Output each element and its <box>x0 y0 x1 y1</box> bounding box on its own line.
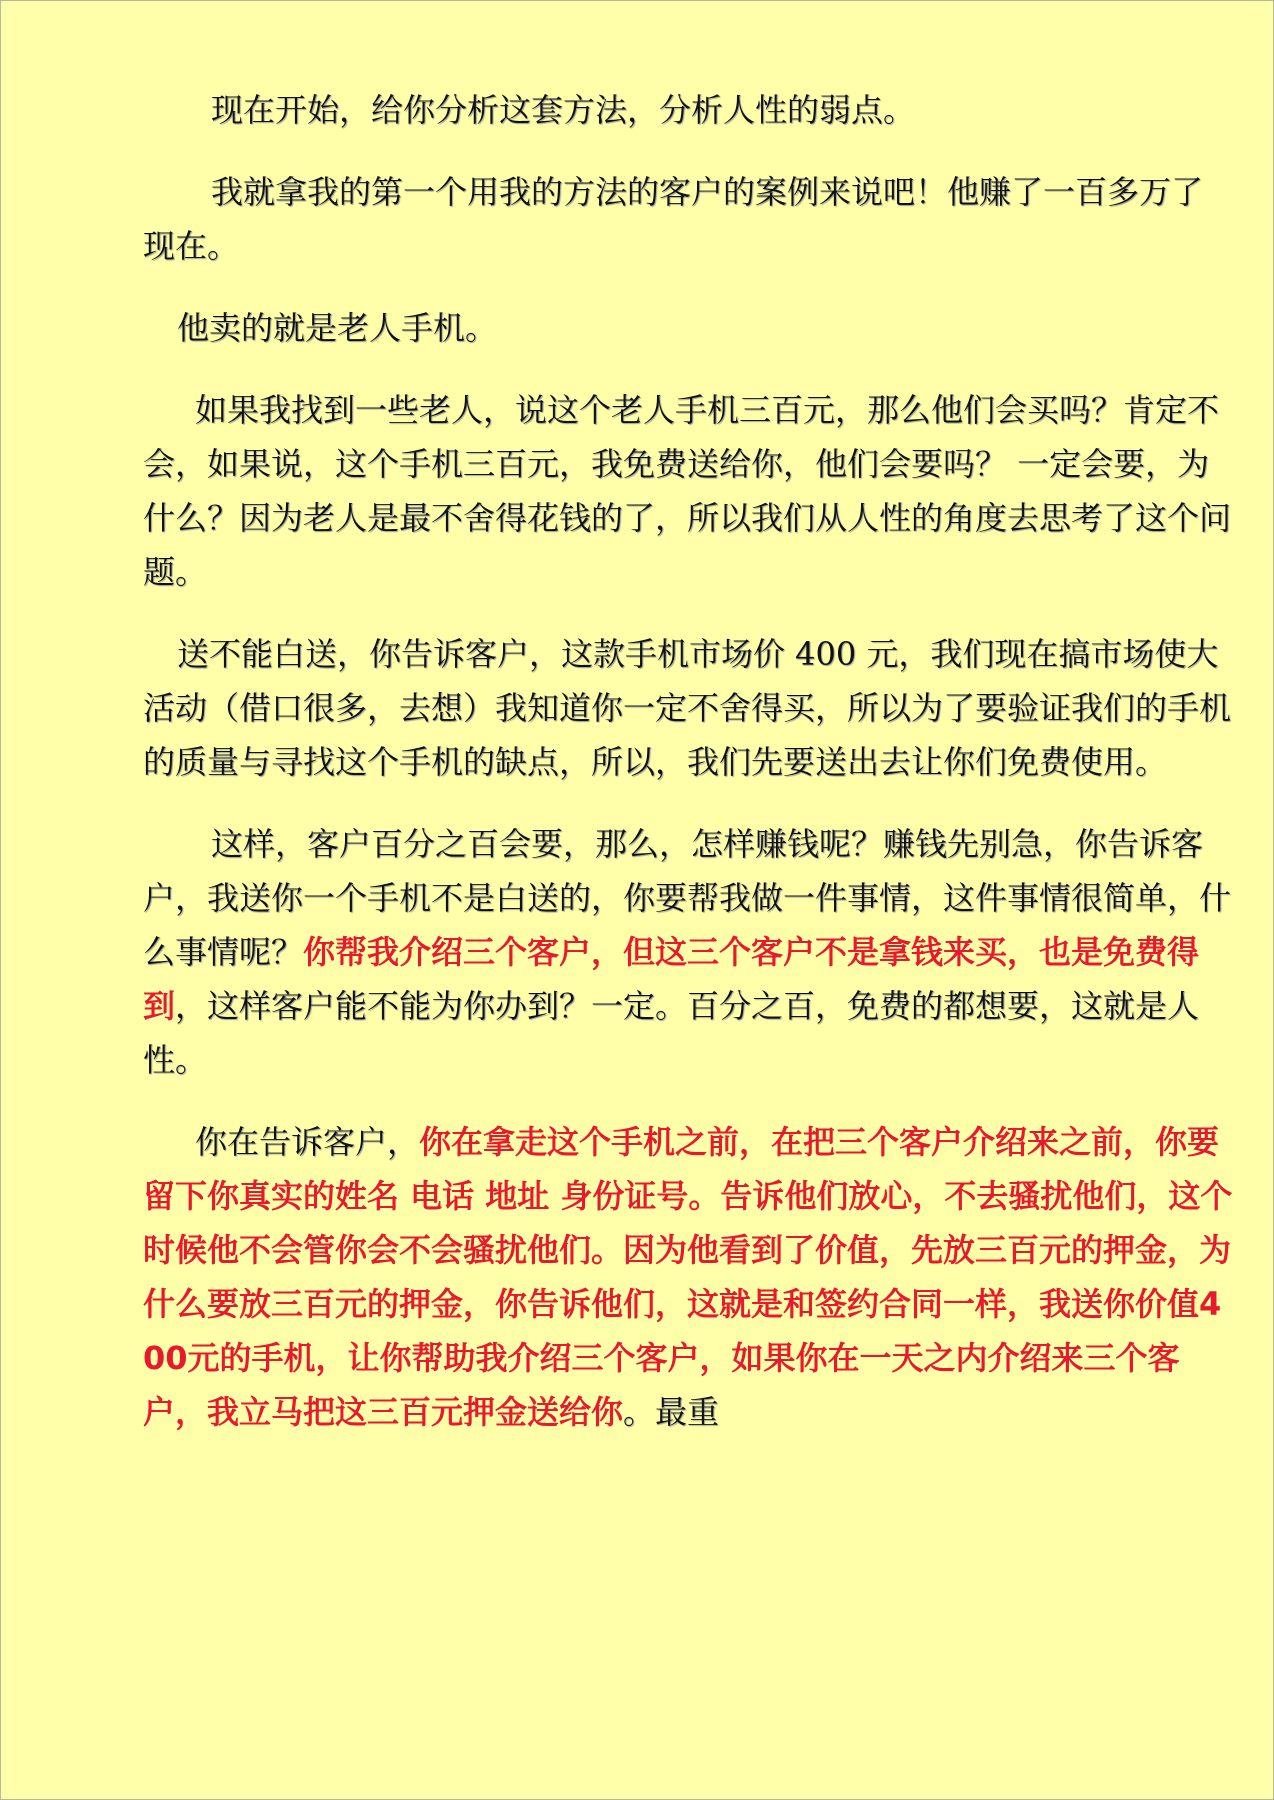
paragraph-7-text-a: 你在告诉客户， <box>195 1123 420 1161</box>
paragraph-4: 如果我找到一些老人，说这个老人手机三百元，那么他们会买吗？肯定不会，如果说，这个手机三百元，我免费送给你，他们会要吗？ 一定会要，为什么？因为老人是最不舍得花钱的了，所以我们从人性的角度去思考了这个问题。 <box>143 391 1232 591</box>
document-body <box>143 83 1233 1467</box>
paragraph-7-highlight: 你在拿走这个手机之前，在把三个客户介绍来之前，你要留下你真实的姓名 电话 地址 身份证号。告诉他们放心，不去骚扰他们，这个时候他不会管你会不会骚扰他们。因为他看到了价值，先放三百元的押金，为什么要放三百元的押金，你告诉他们，这就是和签约合同一样，我送你价值400元的手机，让你帮助我介绍三个客户，如果你在一天之内介绍来三个客户，我立马把这三百元押金送给你 <box>143 1123 1233 1431</box>
paragraph-6-highlight: 你帮我介绍三个客户，但这三个客户不是拿钱来买，也是免费得到 <box>143 933 1200 1025</box>
paragraph-6 <box>143 817 1233 1087</box>
paragraph-6-text-a: 这样，客户百分之百会要，那么，怎样赚钱呢？赚钱先别急，你告诉客户，我送你一个手机不是白送的，你要帮我做一件事情，这件事情很简单，什么事情呢？ <box>143 825 1232 971</box>
paragraph-1: 现在开始，给你分析这套方法，分析人性的弱点。 <box>211 91 916 129</box>
paragraph-2: 我就拿我的第一个用我的方法的客户的案例来说吧！他赚了一百多万了现在。 <box>143 173 1204 265</box>
paragraph-3: 他卖的就是老人手机。 <box>177 309 498 347</box>
paragraph-6-text-b: ，这样客户能不能为你办到？一定。百分之百，免费的都想要，这就是人性。 <box>143 987 1200 1079</box>
paragraph-5: 送不能白送，你告诉客户，这款手机市场价 400 元，我们现在搞市场使大活动（借口很多，去想）我知道你一定不舍得买，所以为了要验证我们的手机的质量与寻找这个手机的缺点，所以，我们先要送出去让你们免费使用。 <box>143 635 1232 781</box>
paragraph-7-text-b: 。最重 <box>623 1393 720 1431</box>
paragraph-7 <box>143 1115 1233 1439</box>
